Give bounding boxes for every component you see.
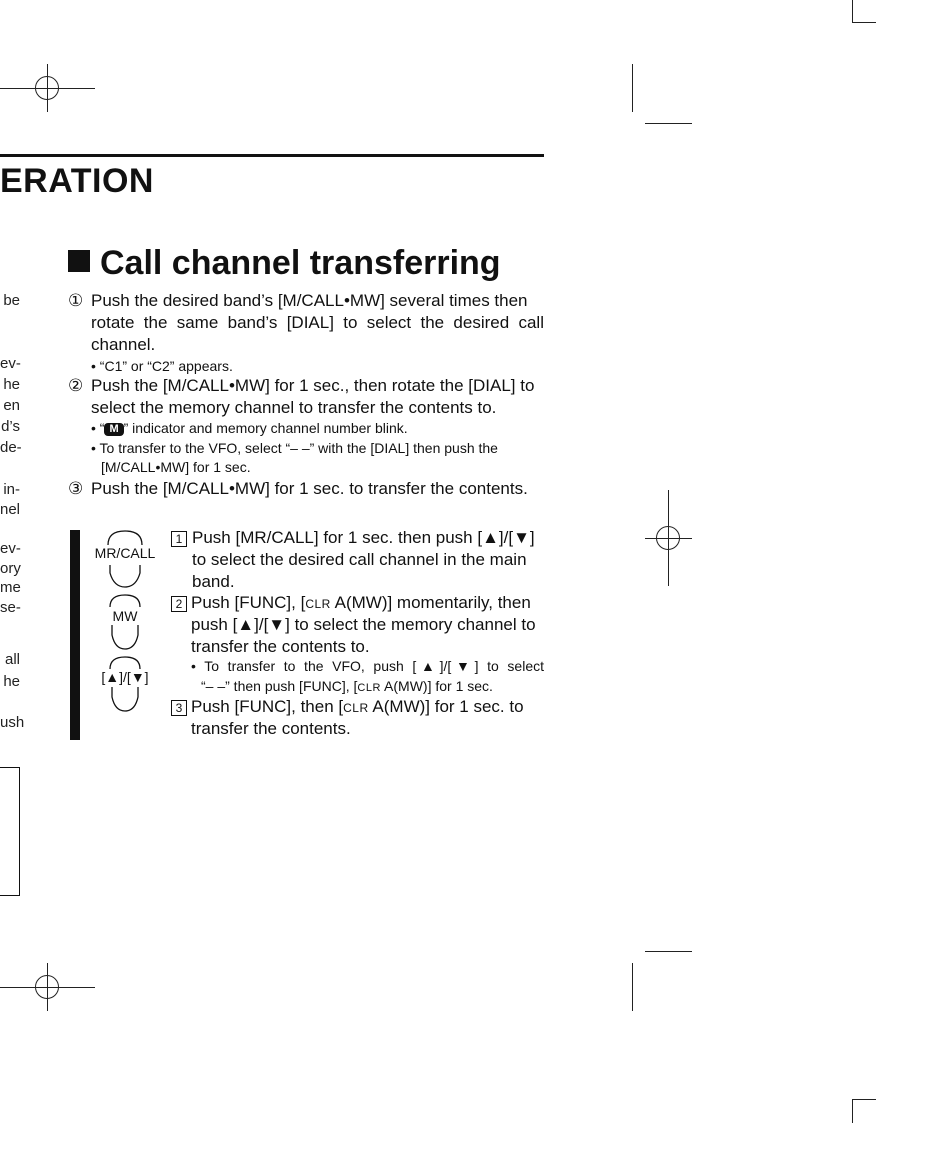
crop-mark (852, 0, 853, 22)
step-text (191, 696, 524, 720)
section-title (68, 244, 501, 283)
step-number-box: 2 (171, 596, 187, 612)
left-fragment: he (3, 673, 20, 690)
left-fragment: ev- (0, 355, 21, 372)
registration-mark-circle (35, 76, 59, 100)
left-fragment: ush (0, 714, 25, 731)
left-fragment: in- (3, 481, 20, 498)
key-label: MW (112, 608, 138, 624)
clr-key-label: CLR (343, 701, 369, 715)
crop-mark (645, 951, 692, 952)
step-text (191, 592, 531, 616)
bullet-suffix: ” indicator and memory channel number blink. (123, 420, 408, 436)
bullet-part: A(MW)] for 1 sec. (380, 678, 493, 694)
step-text: transfer the contents to. (191, 637, 370, 656)
step-text-part: A(MW)] momentarily, then (330, 593, 531, 612)
left-fragment: all (4, 651, 20, 668)
step-text: Push the [M/CALL•MW] for 1 sec. to transfer the contents. (91, 479, 528, 498)
step-text: select the memory channel to transfer the contents to. (91, 398, 497, 417)
bullet-prefix: • “ (91, 420, 105, 436)
step-text: band. (192, 572, 235, 591)
registration-mark-circle (35, 975, 59, 999)
bullet-text: • To transfer to the VFO, select “– –” with the [DIAL] then push the (91, 440, 498, 456)
registration-mark-circle (656, 526, 680, 550)
bullet-text (201, 677, 493, 697)
step-text: rotate the same band’s [DIAL] to select the desired call (91, 313, 544, 332)
memory-indicator-badge: M (104, 423, 123, 436)
step-text-part: A(MW)] for 1 sec. to (368, 697, 524, 716)
left-fragment: de- (0, 439, 22, 456)
step-number-box: 1 (171, 531, 187, 547)
section-title-text: Call channel transferring (100, 244, 501, 282)
left-fragment: ev- (0, 540, 21, 557)
bullet-text: • “C1” or “C2” appears. (91, 358, 233, 374)
left-fragment: nel (0, 501, 21, 518)
step-text-part: Push [FUNC], [ (191, 593, 306, 612)
bullet-text: • To transfer to the VFO, push [▲]/[▼] to select (191, 658, 544, 674)
step-text: Push the desired band’s [M/CALL•MW] several times then (91, 291, 528, 310)
step-text: Push the [M/CALL•MW] for 1 sec., then rotate the [DIAL] to (91, 376, 535, 395)
crop-mark (852, 1099, 853, 1123)
left-box-edge (0, 767, 20, 896)
step-text: transfer the contents. (191, 719, 351, 738)
crop-mark (852, 22, 876, 23)
clr-key-label: CLR (305, 597, 331, 611)
left-fragment: be (3, 292, 20, 309)
left-fragment: ory (0, 560, 21, 577)
left-fragment: en (3, 397, 20, 414)
step-text: channel. (91, 335, 156, 354)
step-number: ③ (68, 479, 84, 498)
step-number-box: 3 (171, 700, 187, 716)
step-text: Push [MR/CALL] for 1 sec. then push [▲]/[▼] (192, 528, 535, 547)
crop-mark (645, 123, 692, 124)
bullet-part: “– –” then push [FUNC], [ (201, 678, 358, 694)
header-rule (0, 154, 544, 157)
bullet-text (91, 419, 408, 437)
step-text: push [▲]/[▼] to select the memory channel to (191, 615, 536, 634)
step-text-part: Push [FUNC], then [ (191, 697, 344, 716)
bullet-text: [M/CALL•MW] for 1 sec. (101, 459, 251, 475)
crop-mark (632, 963, 633, 1011)
left-fragment: d’s (1, 418, 20, 435)
step-number: ② (68, 376, 84, 395)
page-title: ERATION (0, 162, 154, 200)
key-label: [▲]/[▼] (101, 669, 149, 685)
side-bar (70, 530, 80, 740)
left-fragment: se- (0, 599, 21, 616)
key-label: MR/CALL (94, 545, 156, 561)
step-number: ① (68, 291, 84, 310)
left-fragment: me (0, 579, 21, 596)
step-text: to select the desired call channel in the main (192, 550, 527, 569)
square-bullet-icon (68, 250, 90, 272)
crop-mark (852, 1099, 876, 1100)
crop-mark (632, 64, 633, 112)
clr-key-label: CLR (357, 682, 381, 694)
left-fragment: he (3, 376, 20, 393)
